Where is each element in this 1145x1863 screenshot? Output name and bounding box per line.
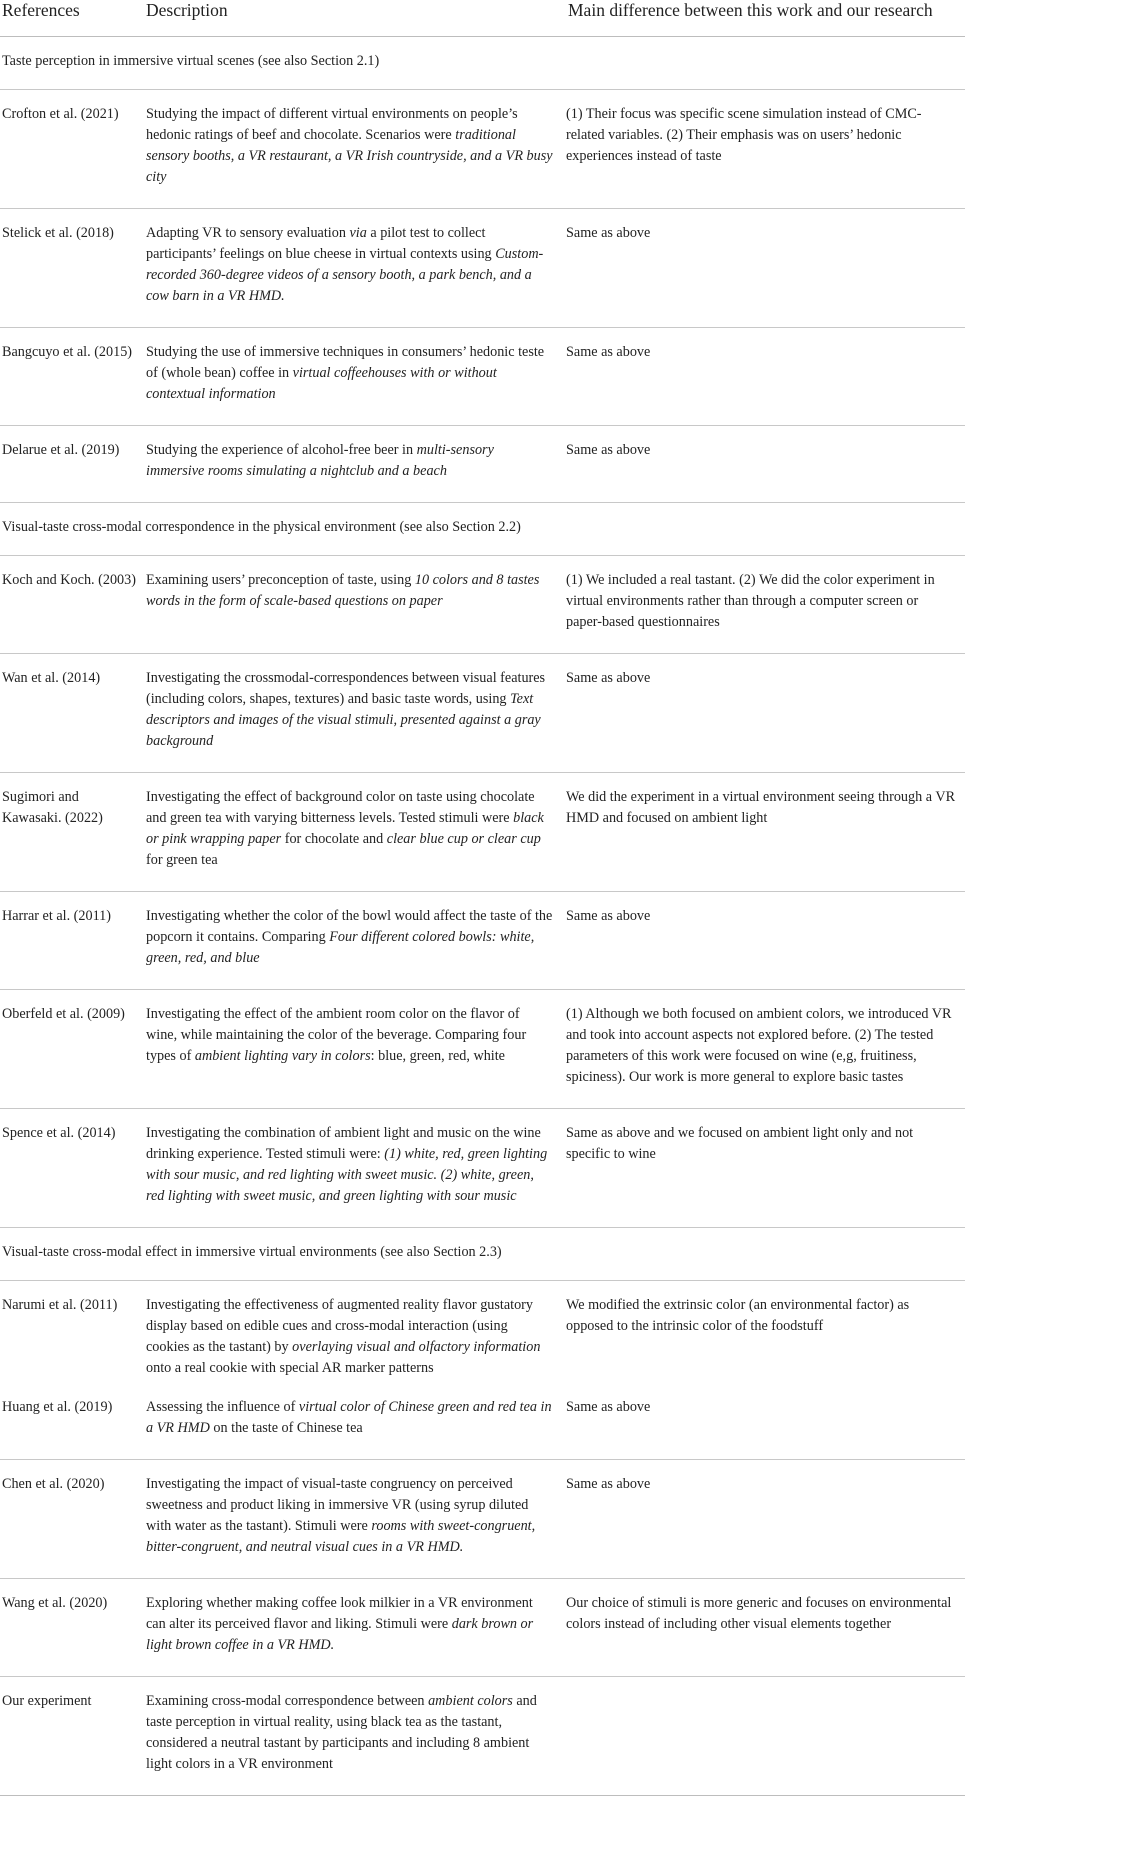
section-title: Visual-taste cross-modal effect in immersive virtual environments (see also Section 2.3) [2,1244,502,1260]
table-row [0,328,965,426]
section-row [0,1228,965,1281]
reference-cell: Wan et al. (2014) [2,670,101,686]
header-description: Description [146,0,566,37]
difference-cell: (1) Although we both focused on ambient colors, we introduced VR and took into account aspects not explored before. (2) The tested parameters of this work were focused on wine (e,g, fruitiness, spiciness). Our work is more general to explore basic tastes [566,1006,952,1085]
description-cell: Investigating the crossmodal-correspondences between visual features (including colors, shapes, textures) and basic taste words, using Text descriptors and images of the visual stimuli, presented against a gray background [146,670,546,749]
header-references: References [0,0,146,37]
reference-cell: Delarue et al. (2019) [2,442,120,458]
description-cell: Examining users’ preconception of taste, using 10 colors and 8 tastes words in the form of scale-based questions on paper [146,572,540,609]
table-row [0,773,965,892]
table-row [0,90,965,209]
difference-cell: Same as above [566,442,651,458]
difference-cell: Same as above [566,670,651,686]
description-cell: Studying the use of immersive techniques in consumers’ hedonic teste of (whole bean) coffee in virtual coffeehouses with or without contextual information [146,344,545,402]
difference-cell: We modified the extrinsic color (an environmental factor) as opposed to the intrinsic color of the foodstuff [566,1297,910,1334]
reference-cell: Spence et al. (2014) [2,1125,116,1141]
section-row [0,37,965,90]
difference-cell: Same as above [566,344,651,360]
table-row [0,654,965,773]
difference-cell: Same as above [566,1399,651,1415]
reference-cell: Bangcuyo et al. (2015) [2,344,133,360]
description-cell: Investigating the effectiveness of augmented reality flavor gustatory display based on edible cues and cross-modal interaction (using cookies as the tastant) by overlaying visual and olfactory information onto a real cookie with special AR marker patterns [146,1297,541,1376]
reference-cell: Our experiment [2,1693,92,1709]
description-cell: Investigating the combination of ambient light and music on the wine drinking experience. Tested stimuli were: (1) white, red, green lighting with sour music, and red lighting with sweet music. (2) white, green, red lighting with sweet music, and green lighting with sour music [146,1125,548,1204]
table-row [0,426,965,503]
description-cell: Assessing the influence of virtual color of Chinese green and red tea in a VR HMD on the taste of Chinese tea [146,1399,552,1436]
table-row [0,892,965,990]
table-row [0,1460,965,1579]
table-row [0,1579,965,1677]
difference-cell [566,1677,965,1711]
description-cell: Studying the impact of different virtual environments on people’s hedonic ratings of beef and chocolate. Scenarios were traditional sensory booths, a VR restaurant, a VR Irish countryside, and a VR busy city [146,106,553,185]
header-row [0,0,965,37]
description-cell: Investigating the impact of visual-taste congruency on perceived sweetness and product liking in immersive VR (using syrup diluted with water as the tastant). Stimuli were rooms with sweet-congruent, bitter-congruent, and neutral visual cues in a VR HMD. [146,1476,536,1555]
reference-cell: Koch and Koch. (2003) [2,572,136,588]
reference-cell: Sugimori and Kawasaki. (2022) [2,789,103,826]
table-row [0,556,965,654]
header-difference: Main difference between this work and our research [566,0,965,37]
reference-cell: Harrar et al. (2011) [2,908,111,924]
table-row [0,1383,965,1460]
table-row [0,1109,965,1228]
section-row [0,503,965,556]
table-row [0,209,965,328]
description-cell: Studying the experience of alcohol-free beer in multi-sensory immersive rooms simulating a nightclub and a beach [146,442,494,479]
reference-cell: Crofton et al. (2021) [2,106,119,122]
reference-cell: Chen et al. (2020) [2,1476,105,1492]
description-cell: Examining cross-modal correspondence between ambient colors and taste perception in virtual reality, using black tea as the tastant, considered a neutral tastant by participants and including 8 ambient light colors in a VR environment [146,1693,537,1772]
description-cell: Investigating whether the color of the bowl would affect the taste of the popcorn it contains. Comparing Four different colored bowls: white, green, red, and blue [146,908,553,966]
reference-cell: Narumi et al. (2011) [2,1297,118,1313]
difference-cell: Our choice of stimuli is more generic and focuses on environmental colors instead of including other visual elements together [566,1595,952,1632]
description-cell: Adapting VR to sensory evaluation via a pilot test to collect participants’ feelings on blue cheese in virtual contexts using Custom-recorded 360-degree videos of a sensory booth, a park bench, and a cow barn in a VR HMD. [146,225,544,304]
description-cell: Investigating the effect of background color on taste using chocolate and green tea with varying bitterness levels. Tested stimuli were black or pink wrapping paper for chocolate and clear blue cup or clear cup for green tea [146,789,544,868]
section-title: Taste perception in immersive virtual scenes (see also Section 2.1) [2,53,380,69]
difference-cell: Same as above [566,908,651,924]
table-row [0,1281,965,1384]
reference-cell: Stelick et al. (2018) [2,225,114,241]
table-row [0,990,965,1109]
difference-cell: (1) We included a real tastant. (2) We did the color experiment in virtual environments rather than through a computer screen or paper-based questionnaires [566,572,935,630]
difference-cell: Same as above [566,225,651,241]
reference-cell: Wang et al. (2020) [2,1595,108,1611]
description-cell: Investigating the effect of the ambient room color on the flavor of wine, while maintaining the color of the beverage. Comparing four types of ambient lighting vary in colors: blue, green, red, white [146,1006,527,1064]
difference-cell: We did the experiment in a virtual environment seeing through a VR HMD and focused on ambient light [566,789,956,826]
reference-cell: Oberfeld et al. (2009) [2,1006,125,1022]
difference-cell: Same as above and we focused on ambient light only and not specific to wine [566,1125,914,1162]
description-cell: Exploring whether making coffee look milkier in a VR environment can alter its perceived flavor and liking. Stimuli were dark brown or light brown coffee in a VR HMD. [146,1595,534,1653]
table-row [0,1677,965,1796]
difference-cell: (1) Their focus was specific scene simulation instead of CMC-related variables. (2) Their emphasis was on users’ hedonic experiences instead of taste [566,106,922,164]
section-title: Visual-taste cross-modal correspondence in the physical environment (see also Section 2.2) [2,519,521,535]
difference-cell: Same as above [566,1476,651,1492]
reference-cell: Huang et al. (2019) [2,1399,113,1415]
